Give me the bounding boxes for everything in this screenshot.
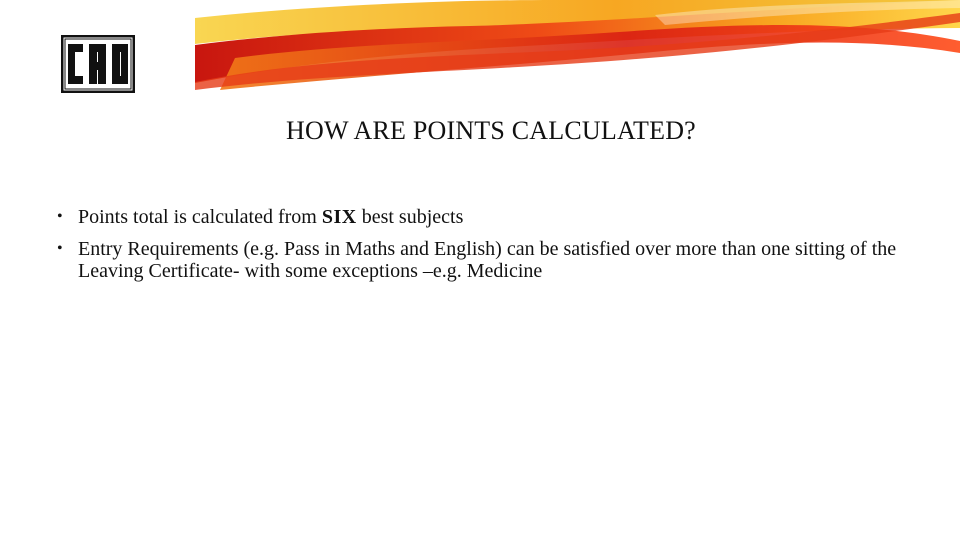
bullet-text-prefix: Points total is calculated from [78, 206, 322, 228]
decorative-flame-banner [195, 0, 960, 90]
bullet-list [55, 206, 905, 292]
bullet-points-total [55, 206, 905, 228]
bullet-marker: • [57, 240, 63, 257]
bullet-text: Entry Requirements (e.g. Pass in Maths and English) can be satisfied over more than one sitting of the Leaving Certificate- with some exceptions –e.g. Medicine [78, 238, 897, 282]
slide-title: HOW ARE POINTS CALCULATED? [286, 116, 696, 145]
cao-logo [61, 35, 135, 93]
bullet-entry-requirements [55, 238, 905, 282]
bullet-emphasis-six: SIX [321, 206, 357, 228]
bullet-text-suffix: best subjects [356, 206, 464, 228]
bullet-marker: • [57, 208, 63, 225]
cao-logo-mark [61, 35, 135, 93]
